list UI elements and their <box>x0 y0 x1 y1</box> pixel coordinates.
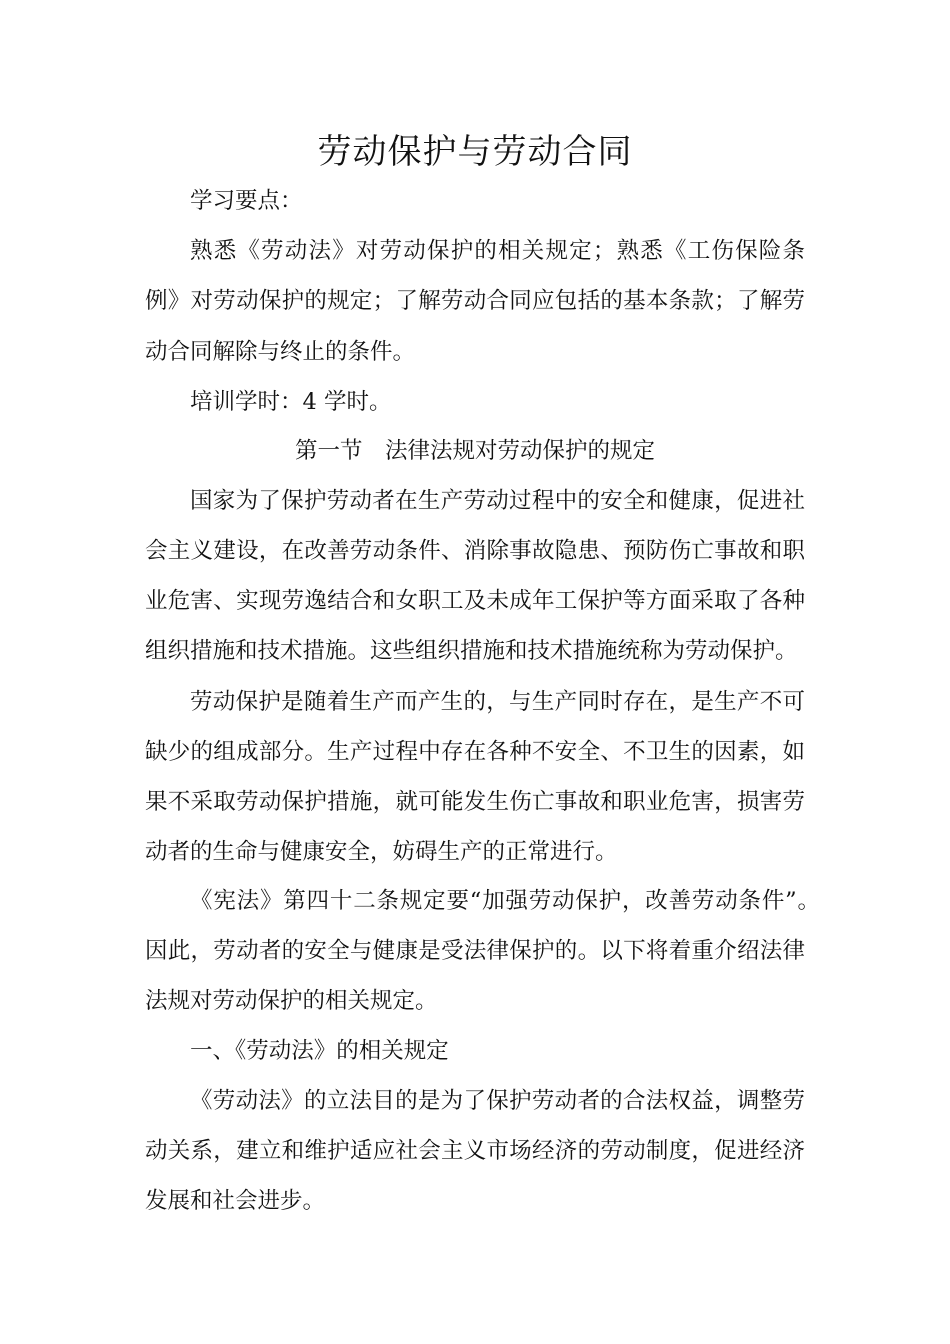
paragraph-line: 果不采取劳动保护措施，就可能发生伤亡事故和职业危害，损害劳 <box>145 789 805 815</box>
paragraph-line: 缺少的组成部分。生产过程中存在各种不安全、不卫生的因素，如 <box>145 739 805 765</box>
paragraph-line: 《宪法》第四十二条规定要“加强劳动保护，改善劳动条件”。 <box>190 888 820 914</box>
paragraph-line: 劳动保护是随着生产而产生的，与生产同时存在，是生产不可 <box>190 689 805 715</box>
paragraph-line: 国家为了保护劳动者在生产劳动过程中的安全和健康，促进社 <box>190 488 805 514</box>
subsection-heading: 一、《劳动法》的相关规定 <box>190 1038 449 1064</box>
paragraph-line: 业危害、实现劳逸结合和女职工及未成年工保护等方面采取了各种 <box>145 588 805 614</box>
study-points-label: 学习要点： <box>190 188 303 214</box>
paragraph-line: 法规对劳动保护的相关规定。 <box>145 988 438 1014</box>
study-points-line: 动合同解除与终止的条件。 <box>145 339 416 365</box>
document-title: 劳动保护与劳动合同 <box>317 132 633 172</box>
paragraph-line: 动关系，建立和维护适应社会主义市场经济的劳动制度，促进经济 <box>145 1138 805 1164</box>
paragraph-line: 发展和社会进步。 <box>145 1188 326 1214</box>
paragraph-line: 动者的生命与健康安全，妨碍生产的正常进行。 <box>145 839 618 865</box>
paragraph-line: 会主义建设，在改善劳动条件、消除事故隐患、预防伤亡事故和职 <box>145 538 805 564</box>
paragraph-line: 组织措施和技术措施。这些组织措施和技术措施统称为劳动保护。 <box>145 638 798 664</box>
section-heading: 第一节 法律法规对劳动保护的规定 <box>294 438 655 464</box>
study-points-line: 例》对劳动保护的规定；了解劳动合同应包括的基本条款；了解劳 <box>145 288 805 314</box>
study-points-line: 熟悉《劳动法》对劳动保护的相关规定；熟悉《工伤保险条 <box>190 238 805 264</box>
training-hours: 培训学时：4 学时。 <box>190 389 392 415</box>
paragraph-line: 因此，劳动者的安全与健康是受法律保护的。以下将着重介绍法律 <box>145 938 805 964</box>
paragraph-line: 《劳动法》的立法目的是为了保护劳动者的合法权益，调整劳 <box>190 1088 805 1114</box>
